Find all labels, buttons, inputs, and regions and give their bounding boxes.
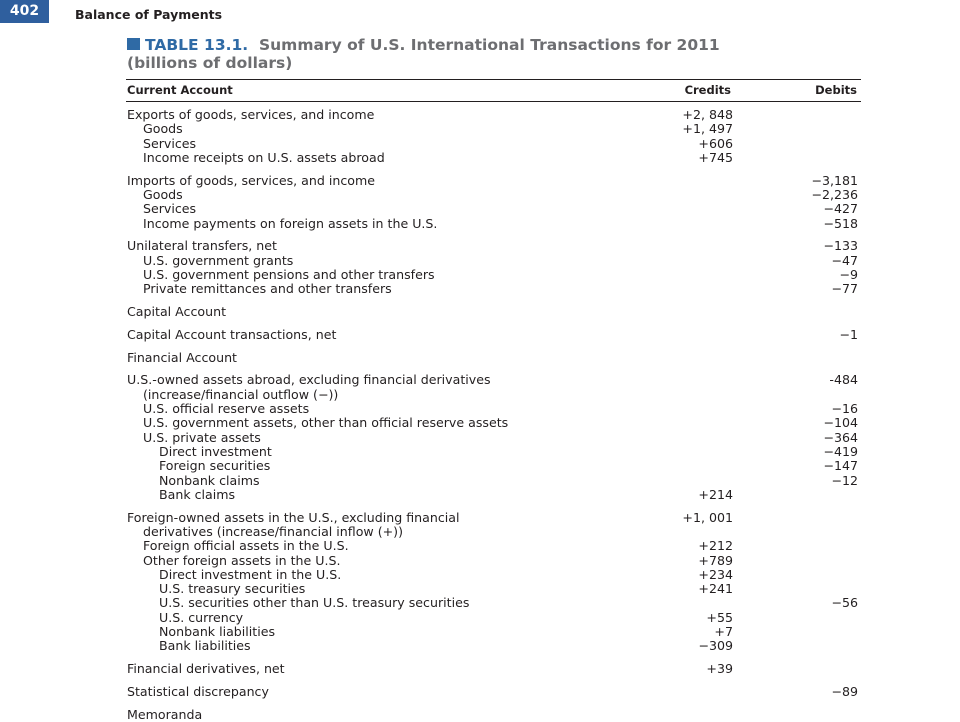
table-row xyxy=(126,596,861,610)
row-label: Unilateral transfers, net xyxy=(127,238,277,254)
row-label: Financial Account xyxy=(127,349,237,365)
column-header-debits: Debits xyxy=(815,83,857,97)
row-debit: −77 xyxy=(831,281,858,297)
row-debit: −56 xyxy=(831,595,858,611)
row-credit: +39 xyxy=(706,661,733,677)
row-debit: −3,181 xyxy=(811,172,858,188)
table-row xyxy=(126,268,861,282)
row-label: Exports of goods, services, and income xyxy=(127,107,375,122)
page-number-badge: 402 xyxy=(0,0,49,23)
row-label: Nonbank liabilities xyxy=(159,624,276,639)
row-label: Imports of goods, services, and income xyxy=(127,172,375,188)
table-row xyxy=(126,511,861,525)
row-label: Goods xyxy=(143,186,183,202)
row-debit: −2,236 xyxy=(811,186,858,202)
row-label: Statistical discrepancy xyxy=(127,683,269,699)
row-label: (increase/financial outflow (−)) xyxy=(143,386,339,402)
table-caption xyxy=(127,36,720,72)
table-row xyxy=(126,282,861,296)
table-row xyxy=(126,662,861,676)
table-row xyxy=(126,431,861,445)
table-title: Summary of U.S. International Transactions for 2011 xyxy=(258,36,720,54)
table-row xyxy=(126,525,861,539)
table-row xyxy=(126,373,861,387)
table-row xyxy=(126,459,861,473)
row-debit: −104 xyxy=(823,415,858,431)
row-debit: −147 xyxy=(823,458,858,474)
table-row xyxy=(126,122,861,136)
table-row xyxy=(126,582,861,596)
row-debit: −89 xyxy=(831,683,858,699)
row-label: Services xyxy=(143,135,197,151)
row-debit: -484 xyxy=(829,372,858,388)
caption-square-icon xyxy=(127,38,140,50)
row-label: Foreign official assets in the U.S. xyxy=(143,538,349,554)
row-credit: +1, 001 xyxy=(682,509,733,525)
row-credit: +212 xyxy=(698,538,733,554)
row-debit: −133 xyxy=(823,238,858,254)
table-row xyxy=(126,137,861,151)
column-header-current-account: Current Account xyxy=(127,83,233,97)
table-row xyxy=(126,351,861,365)
row-label: U.S. government pensions and other transfers xyxy=(143,266,435,282)
table-row xyxy=(126,474,861,488)
row-credit: +241 xyxy=(698,581,733,597)
row-label: U.S. currency xyxy=(159,609,244,625)
row-label: Capital Account xyxy=(127,304,227,320)
row-label: Direct investment xyxy=(159,443,272,459)
row-label: Financial derivatives, net xyxy=(127,661,285,677)
row-label: Goods xyxy=(143,121,183,137)
row-label: U.S. official reserve assets xyxy=(143,401,310,417)
row-label: Income receipts on U.S. assets abroad xyxy=(143,149,385,165)
table-row xyxy=(126,254,861,268)
row-label: Other foreign assets in the U.S. xyxy=(143,552,341,568)
row-label: U.S.-owned assets abroad, excluding financial derivatives xyxy=(127,372,491,388)
table-row xyxy=(126,202,861,216)
row-label: derivatives (increase/financial inflow (+)) xyxy=(143,523,403,539)
row-credit: +234 xyxy=(698,566,733,582)
row-label: Bank claims xyxy=(159,486,236,502)
table-row xyxy=(126,445,861,459)
row-credit: +606 xyxy=(698,135,733,151)
table-label: TABLE 13.1. xyxy=(145,36,249,54)
table-row xyxy=(126,388,861,402)
table-row xyxy=(126,108,861,122)
table-units: (billions of dollars) xyxy=(127,54,293,72)
table-row xyxy=(126,685,861,699)
row-label: Direct investment in the U.S. xyxy=(159,566,342,582)
row-debit: −12 xyxy=(831,472,858,488)
row-credit: −309 xyxy=(698,638,733,654)
row-debit: −16 xyxy=(831,401,858,417)
row-label: Capital Account transactions, net xyxy=(127,326,337,342)
running-head: Balance of Payments xyxy=(75,7,223,22)
row-label: U.S. securities other than U.S. treasury securities xyxy=(159,595,470,611)
row-label: U.S. private assets xyxy=(143,429,261,445)
table-row xyxy=(126,239,861,253)
row-debit: −1 xyxy=(839,326,858,342)
table-row xyxy=(126,402,861,416)
column-header-credits: Credits xyxy=(684,83,731,97)
row-label: Private remittances and other transfers xyxy=(143,281,392,297)
row-debit: −518 xyxy=(823,215,858,231)
table-row xyxy=(126,625,861,639)
table-row xyxy=(126,416,861,430)
row-debit: −9 xyxy=(839,266,858,282)
row-debit: −419 xyxy=(823,443,858,459)
table-body xyxy=(126,108,861,722)
row-credit: +789 xyxy=(698,552,733,568)
row-credit: +1, 497 xyxy=(682,121,733,137)
table-row xyxy=(126,539,861,553)
transactions-table xyxy=(126,79,861,722)
row-label: U.S. government grants xyxy=(143,252,294,268)
row-credit: +2, 848 xyxy=(682,107,733,122)
row-label: Foreign securities xyxy=(159,458,271,474)
table-row xyxy=(126,639,861,653)
table-header xyxy=(126,79,861,102)
table-row xyxy=(126,554,861,568)
row-label: Income payments on foreign assets in the U.S. xyxy=(143,215,438,231)
row-credit: +7 xyxy=(714,624,733,639)
row-label: U.S. treasury securities xyxy=(159,581,306,597)
table-row xyxy=(126,611,861,625)
table-row xyxy=(126,217,861,231)
table-row xyxy=(126,188,861,202)
row-label: Memoranda xyxy=(127,706,203,722)
table-row xyxy=(126,151,861,165)
table-row xyxy=(126,568,861,582)
row-credit: +745 xyxy=(698,149,733,165)
row-debit: −47 xyxy=(831,252,858,268)
row-debit: −427 xyxy=(823,201,858,217)
table-row xyxy=(126,305,861,319)
row-label: Bank liabilities xyxy=(159,638,251,654)
row-debit: −364 xyxy=(823,429,858,445)
row-label: U.S. government assets, other than official reserve assets xyxy=(143,415,509,431)
table-row xyxy=(126,328,861,342)
row-credit: +55 xyxy=(706,609,733,625)
row-label: Services xyxy=(143,201,197,217)
table-row xyxy=(126,174,861,188)
row-label: Nonbank claims xyxy=(159,472,260,488)
table-row xyxy=(126,488,861,502)
row-credit: +214 xyxy=(698,486,733,502)
row-label: Foreign-owned assets in the U.S., excluding financial xyxy=(127,509,460,525)
